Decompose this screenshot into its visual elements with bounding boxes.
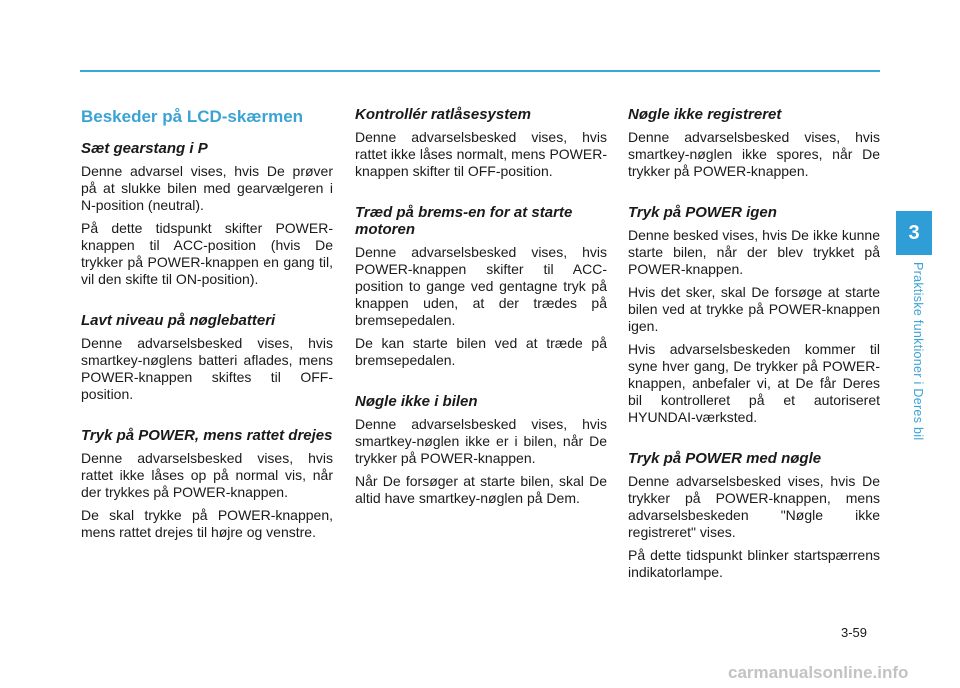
chapter-number-tab: 3 [896, 211, 932, 255]
subheading: Sæt gearstang i P [81, 140, 208, 157]
paragraph: De kan starte bilen ved at træde på bremsepedalen. [355, 335, 607, 368]
paragraph: Denne advarselsbesked vises, hvis De trykker på POWER-knappen, mens advarselsbeskeden "Nøgle ikke registreret" vises. [628, 473, 880, 540]
subheading: Træd på brems-en for at starte motoren [355, 204, 573, 238]
paragraph: Denne besked vises, hvis De ikke kunne starte bilen, når der blev trykket på POWER-knappen. [628, 227, 880, 277]
chapter-title: Praktiske funktioner i Deres bil [911, 262, 925, 441]
paragraph: Denne advarselsbesked vises, hvis smartkey-nøglen ikke spores, når De trykker på POWER-knappen. [628, 129, 880, 179]
subheading: Tryk på POWER, mens rattet drejes [81, 427, 333, 444]
paragraph: Når De forsøger at starte bilen, skal De altid have smartkey-nøglen på Dem. [355, 473, 607, 506]
subheading: Lavt niveau på nøglebatteri [81, 312, 276, 329]
paragraph: Hvis det sker, skal De forsøge at starte bilen ved at trykke på POWER-knappen igen. [628, 284, 880, 334]
subheading: Kontrollér ratlåsesystem [355, 106, 531, 123]
paragraph: Denne advarselsbesked vises, hvis smartkey-nøglen ikke er i bilen, når De trykker på POWER-knappen. [355, 416, 607, 466]
paragraph: Denne advarsel vises, hvis De prøver på at slukke bilen med gearvælgeren i N-position (neutral). [81, 163, 333, 213]
paragraph: På dette tidspunkt blinker startspærrens indikatorlampe. [628, 547, 880, 580]
paragraph: Denne advarselsbesked vises, hvis rattet ikke låses normalt, mens POWER-knappen skifter til OFF-position. [355, 129, 607, 179]
watermark: carmanualsonline.info [728, 663, 909, 682]
paragraph: De skal trykke på POWER-knappen, mens rattet drejes til højre og venstre. [81, 507, 333, 540]
paragraph: Hvis advarselsbeskeden kommer til syne hver gang, De trykker på POWER-knappen, anbefaler vi, at De får Deres bil kontrolleret på et autoriseret HYUNDAI-værksted. [628, 341, 880, 425]
column-1 [81, 106, 333, 547]
page-number: 3-59 [841, 625, 868, 640]
paragraph: På dette tidspunkt skifter POWER-knappen til ACC-position (hvis De trykker på POWER-knappen en gang til, vil den skifte til ON-position). [81, 220, 333, 287]
paragraph: Denne advarselsbesked vises, hvis smartkey-nøglens batteri aflades, mens POWER-knappen skiftes til OFF-position. [81, 335, 333, 402]
paragraph: Denne advarselsbesked vises, hvis rattet ikke låses op på normal vis, når der trykkes på POWER-knappen. [81, 450, 333, 500]
section-title: Beskeder på LCD-skærmen [81, 107, 304, 126]
subheading: Tryk på POWER med nøgle [628, 450, 822, 467]
subheading: Nøgle ikke i bilen [355, 393, 478, 410]
top-divider [80, 70, 880, 72]
paragraph: Denne advarselsbesked vises, hvis POWER-knappen skifter til ACC-position to gange ved gentagne tryk på knappen uden, at der trædes på bremsepedalen. [355, 244, 607, 328]
subheading: Nøgle ikke registreret [628, 106, 782, 123]
subheading: Tryk på POWER igen [628, 204, 777, 221]
column-2 [355, 106, 607, 513]
column-3 [628, 106, 880, 587]
